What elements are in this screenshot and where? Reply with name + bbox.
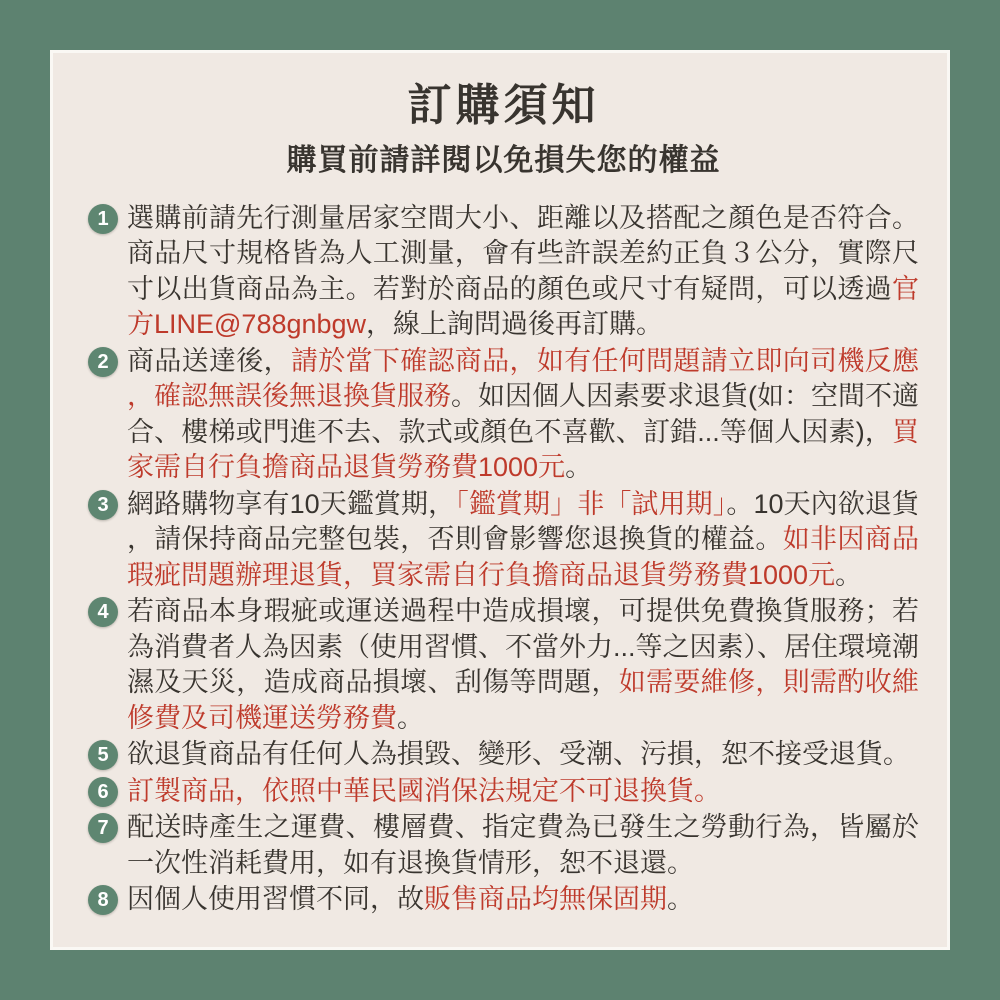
notice-highlight-text: 「鑑賞期」非「試用期」 (455, 488, 727, 519)
notice-body-text: 配送時產生之運費、樓層費、指定費為已發生之勞動行為，皆屬於一次性消耗費用，如有退換貨情形，恕不退還。 (127, 812, 919, 878)
notice-body-text: 若商品本身瑕疵或運送過程中造成損壞，可提供免費換貨服務；若為消費者人為因素（使用習慣、不當外力...等之因素）、居住環境潮濕及天災，造成商品損壞、刮傷等問題， (127, 596, 920, 698)
notice-item-2 (88, 344, 919, 486)
notice-item-1 (88, 201, 919, 343)
notice-body-text: ，線上詢問過後再訂購。 (366, 309, 664, 340)
notice-text (127, 344, 919, 486)
notice-body-text: 選購前請先行測量居家空間大小、距離以及搭配之顏色是否符合。商品尺寸規格皆為人工測量，會有些許誤差約正負３公分，實際尺寸以出貨商品為主。若對於商品的顏色或尺寸有疑問，可以透過 (127, 202, 919, 304)
notice-item-4 (88, 594, 919, 736)
notice-body-text: 。10天內欲退貨，請保持商品完整包裝，否則會影響您退換貨的權益。 (127, 488, 919, 555)
notice-number-badge: 6 (88, 777, 118, 807)
notice-text (127, 737, 919, 773)
notice-highlight-text: 訂製商品，依照中華民國消保法規定不可退換貨。 (127, 775, 721, 806)
notice-body-text: 。 (397, 702, 424, 733)
notice-item-8 (88, 882, 919, 918)
notice-highlight-text: 官方LINE@788gnbgw (127, 273, 919, 340)
notice-number-badge: 3 (88, 490, 118, 520)
notice-text (127, 810, 919, 881)
notice-number-badge: 8 (88, 885, 118, 915)
notice-text (127, 882, 919, 918)
notice-number-badge: 5 (88, 740, 118, 770)
notice-body-text: 欲退貨商品有任何人為損毀、變形、受潮、污損，恕不接受退貨。 (127, 739, 910, 770)
notice-number-badge: 1 (88, 204, 118, 234)
notice-body-text: 因個人使用習慣不同，故 (127, 884, 424, 915)
notice-item-3 (88, 487, 919, 594)
notice-list (88, 201, 919, 918)
notice-body-text: 網路購物享有10天鑑賞期， (127, 488, 456, 519)
notice-highlight-text: 販售商品均無保固期 (424, 884, 667, 915)
page-subtitle: 購買前請詳閱以免損失您的權益 (286, 144, 721, 178)
notice-item-6 (88, 774, 919, 810)
notice-text (127, 201, 919, 343)
notice-item-5 (88, 737, 919, 773)
page-title: 訂購須知 (407, 81, 600, 130)
notice-number-badge: 4 (88, 597, 118, 627)
notice-number-badge: 7 (88, 813, 118, 843)
notice-highlight-text: 買家需自行負擔商品退貨勞務費1000元 (127, 416, 919, 483)
notice-body-text: 。 (835, 559, 863, 590)
notice-body-text: 商品送達後， (127, 345, 291, 376)
notice-text (127, 594, 919, 736)
notice-text (127, 774, 919, 810)
notice-body-text: 。 (565, 452, 593, 483)
notice-highlight-text: 如需要維修，則需酌收維修費及司機運送勞務費 (127, 667, 920, 733)
notice-text (127, 487, 919, 594)
notice-item-7 (88, 810, 919, 881)
notice-body-text: 。 (667, 884, 694, 915)
notice-highlight-text: 如非因商品瑕疵問題辦理退貨，買家需自行負擔商品退貨勞務費1000元 (127, 524, 920, 590)
notice-body-text: 。如因個人因素要求退貨(如：空間不適合、樓梯或門進不去、款式或顏色不喜歡、訂錯...等個人因素)， (127, 381, 919, 447)
notice-highlight-text: 請於當下確認商品，如有任何問題請立即向司機反應，確認無誤後無退換貨服務 (127, 345, 920, 412)
notice-number-badge: 2 (88, 347, 118, 377)
notice-panel (50, 50, 950, 950)
